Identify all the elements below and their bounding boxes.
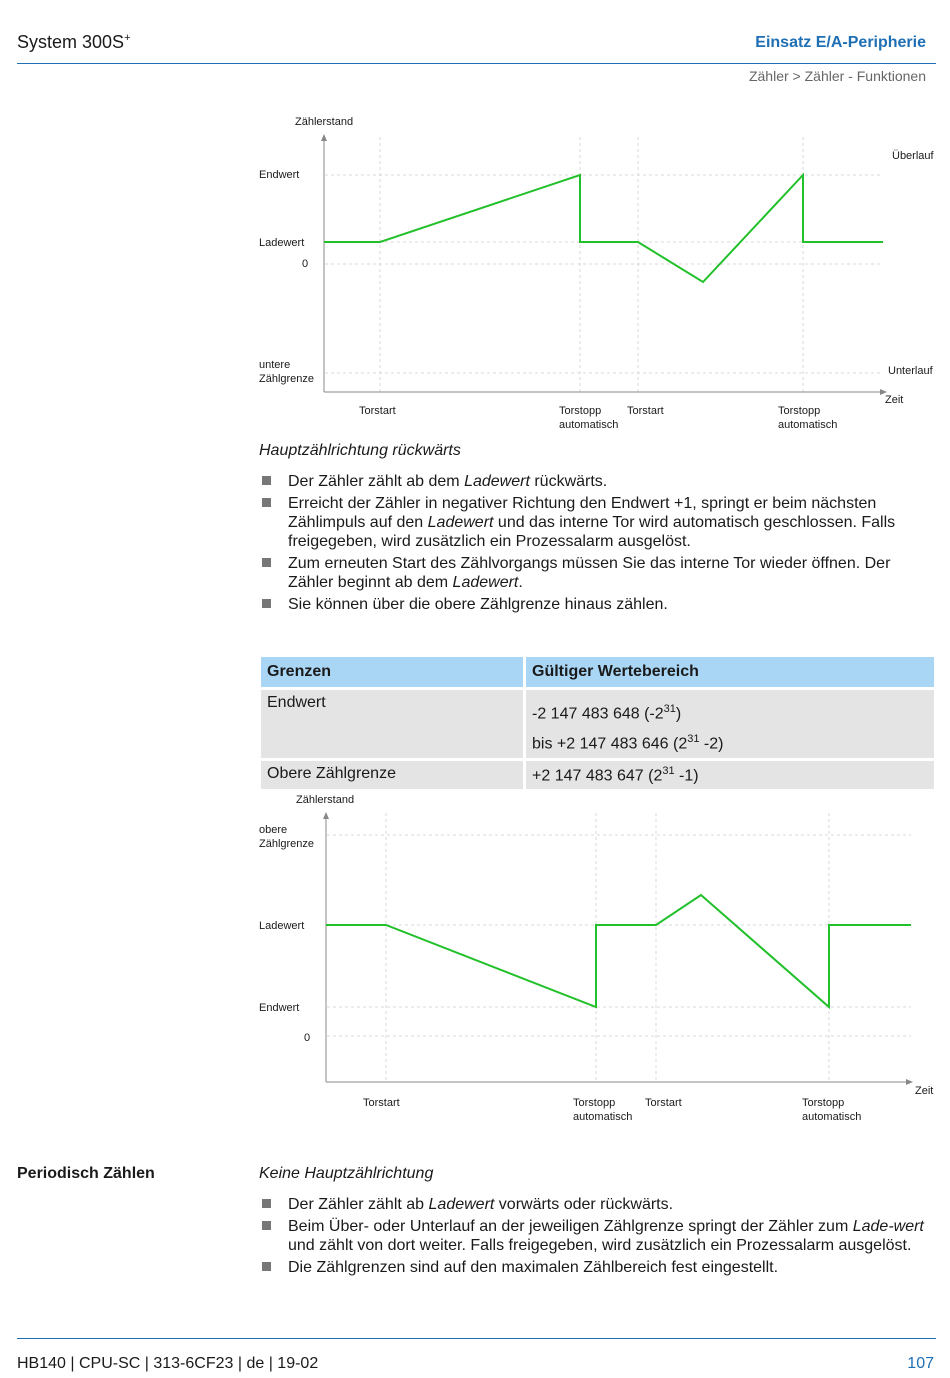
x-label-torstart-2: Torstart (645, 1097, 682, 1109)
table-row (261, 690, 934, 758)
label-overflow: Überlauf (892, 150, 934, 162)
counter-value-line (324, 175, 883, 282)
label-endwert: Endwert (259, 169, 300, 181)
footer-rule (17, 1338, 936, 1339)
y-axis-label: Zählerstand (295, 116, 354, 128)
counter-diagram-2 (255, 788, 945, 1128)
bullet-square-icon (262, 599, 271, 608)
x-label-automatisch-1: automatisch (559, 419, 619, 431)
page-number: 107 (907, 1355, 934, 1372)
table-cell-obere-zaehlgrenze: Obere Zählgrenze (261, 761, 523, 789)
bullet-list-rueckwaerts (259, 472, 939, 617)
bullet-square-icon (262, 1221, 271, 1230)
range-line-1: -2 147 483 648 $(-2^{31})$ (532, 703, 682, 723)
y-axis-label: Zählerstand (296, 794, 355, 806)
list-item: Der Zähler zählt ab Ladewert vorwärts oder rückwärts. (259, 1195, 939, 1214)
section-title-keine-richtung: Keine Hauptzählrichtung (259, 1165, 434, 1182)
counter-diagram-1 (255, 112, 940, 437)
label-endwert: Endwert (259, 1002, 300, 1014)
list-item: Erreicht der Zähler in negativer Richtung den Endwert +1, springt er beim nächsten Zählimpuls auf den Ladewert und das interne Tor wird automatisch geschlossen. Falls freigegeben, wird zusätzlich ein Prozessalarm ausgelöst. (259, 494, 939, 551)
footer-doc-info: HB140 | CPU-SC | 313-6CF23 | de | 19-02 (17, 1355, 319, 1372)
x-label-torstart-1: Torstart (359, 405, 396, 417)
label-upper-limit-1: obere (259, 824, 288, 836)
x-label-torstopp-2: Torstopp (778, 405, 821, 417)
table-header-row (261, 657, 934, 687)
x-label-torstopp-2: Torstopp (802, 1097, 845, 1109)
label-ladewert: Ladewert (259, 237, 305, 249)
list-item: Zum erneuten Start des Zählvorgangs müssen Sie das interne Tor wieder öffnen. Der Zähler beginnt ab dem Ladewert. (259, 554, 939, 592)
label-lower-limit-1: untere (259, 359, 291, 371)
table-cell-endwert-range (526, 690, 934, 758)
label-ladewert: Ladewert (259, 920, 305, 932)
side-label-periodisch: Periodisch Zählen (17, 1165, 155, 1182)
list-item: Die Zählgrenzen sind auf den maximalen Zählbereich fest eingestellt. (259, 1258, 939, 1277)
x-label-torstopp-1: Torstopp (559, 405, 602, 417)
x-label-torstopp-1: Torstopp (573, 1097, 616, 1109)
bullet-square-icon (262, 476, 271, 485)
header-rule (17, 63, 936, 64)
range-line-2: bis +2 147 483 646 ($2^{31}$ -2) (532, 733, 724, 753)
header-section: Einsatz E/A-Peripherie (755, 34, 926, 51)
x-label-automatisch-1: automatisch (573, 1111, 633, 1123)
x-axis-label: Zeit (915, 1085, 934, 1097)
x-label-torstart-2: Torstart (627, 405, 664, 417)
table-cell-obere-zaehlgrenze-range: +2 147 483 647 ($2^{31}$ -1) (526, 761, 934, 789)
breadcrumb: Zähler > Zähler - Funktionen (748, 68, 926, 84)
x-axis-label: Zeit (885, 394, 904, 406)
section-title-rueckwaerts: Hauptzählrichtung rückwärts (259, 442, 461, 459)
list-item: Beim Über- oder Unterlauf an der jeweiligen Zählgrenze springt der Zähler zum Lade-wert und zählt von dort weiter. Falls freigegeben, wird zusätzlich ein Prozessalarm ausgelöst. (259, 1217, 939, 1255)
counter-value-line (326, 895, 911, 1007)
list-item: Sie können über die obere Zählgrenze hinaus zählen. (259, 595, 939, 614)
label-lower-limit-2: Zählgrenze (259, 373, 315, 385)
table-row (261, 761, 934, 789)
x-label-torstart-1: Torstart (363, 1097, 400, 1109)
label-upper-limit-2: Zählgrenze (259, 838, 315, 850)
label-underflow: Unterlauf (888, 365, 933, 377)
bullet-square-icon (262, 498, 271, 507)
x-label-automatisch-2: automatisch (802, 1111, 862, 1123)
table-cell-endwert: Endwert (261, 690, 523, 758)
label-zero: 0 (304, 1032, 311, 1044)
table-header-grenzen: Grenzen (261, 657, 523, 687)
header-title: System 300S+ (17, 32, 131, 52)
bullet-square-icon (262, 1262, 271, 1271)
label-zero: 0 (302, 258, 309, 270)
table-header-wertebereich: Gültiger Wertebereich (526, 657, 934, 687)
list-item: Der Zähler zählt ab dem Ladewert rückwärts. (259, 472, 939, 491)
x-label-automatisch-2: automatisch (778, 419, 838, 431)
bullet-square-icon (262, 558, 271, 567)
bullet-square-icon (262, 1199, 271, 1208)
limits-table (258, 654, 937, 792)
bullet-list-periodisch (259, 1195, 939, 1280)
